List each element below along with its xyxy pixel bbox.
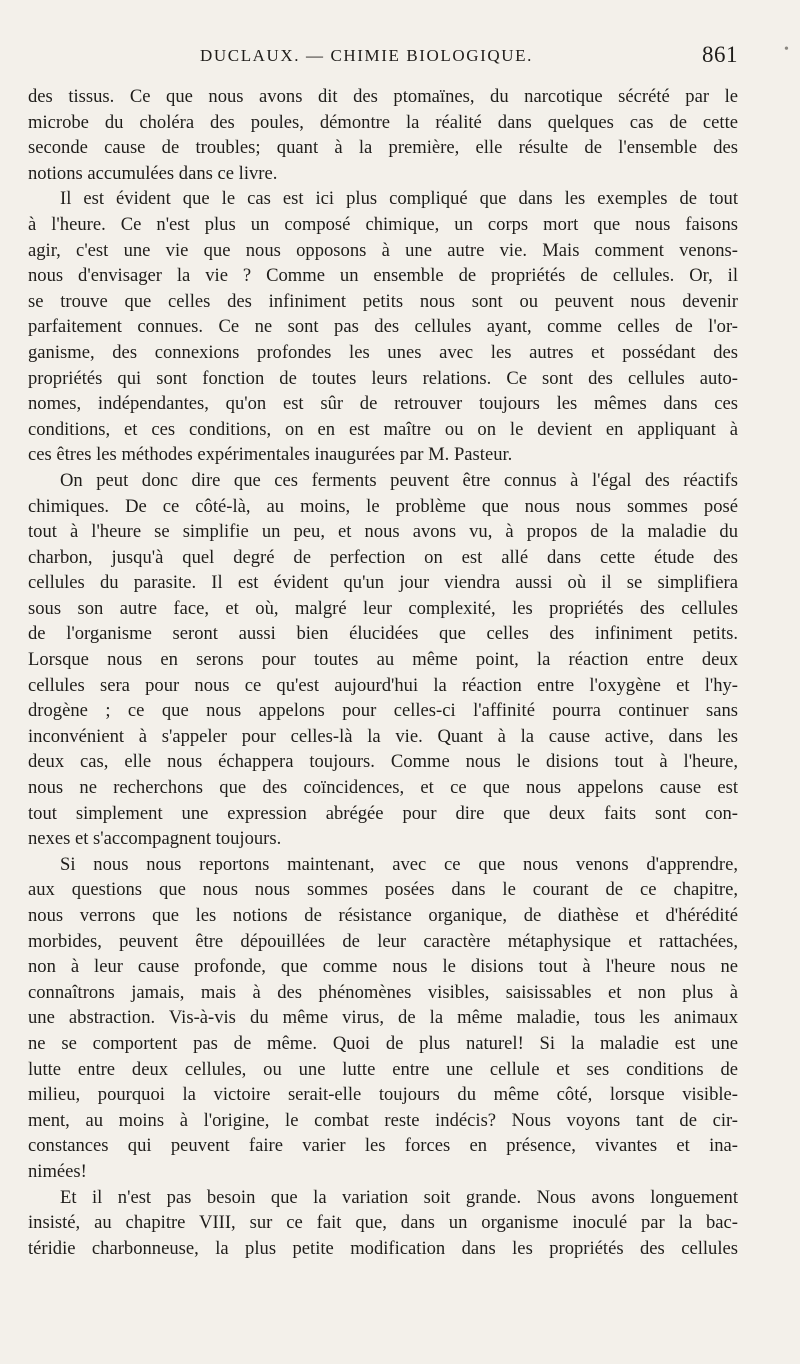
text-line: non à leur cause profonde, que comme nous le disions tout à l'heure nous ne	[28, 956, 738, 978]
text-line: lutte entre deux cellules, ou une lutte entre une cellule et ses conditions de	[28, 1058, 738, 1080]
text-line: Et il n'est pas besoin que la variation soit grande. Nous avons longuement	[60, 1186, 738, 1208]
text-line: nous d'envisager la vie ? Comme un ensemble de propriétés de cellules. Or, il	[28, 265, 738, 287]
text-line: Si nous nous reportons maintenant, avec ce que nous venons d'apprendre,	[60, 853, 738, 875]
text-line: téridie charbonneuse, la plus petite modification dans les propriétés des cellules	[28, 1237, 738, 1259]
text-line: ne se comportent pas de même. Quoi de plus naturel! Si la maladie est une	[28, 1032, 738, 1054]
text-line: milieu, pourquoi la victoire serait-elle toujours du même côté, lorsque visible-	[28, 1084, 738, 1106]
text-line: propriétés qui sont fonction de toutes leurs relations. Ce sont des cellules auto-	[28, 367, 738, 389]
text-line: chimiques. De ce côté-là, au moins, le problème que nous nous sommes posé	[28, 495, 738, 517]
text-line: tout à l'heure se simplifie un peu, et nous avons vu, à propos de la maladie du	[28, 521, 738, 543]
body-text	[28, 84, 738, 1261]
text-line: une abstraction. Vis-à-vis du même virus, de la même maladie, tous les animaux	[28, 1007, 738, 1029]
text-line: de l'organisme seront aussi bien élucidées que celles des infiniment petits.	[28, 623, 738, 645]
text-line: des tissus. Ce que nous avons dit des ptomaïnes, du narcotique sécrété par le	[28, 86, 738, 107]
text-line: aux questions que nous nous sommes posées dans le courant de ce chapitre,	[28, 879, 738, 901]
text-line: deux cas, elle nous échappera toujours. Comme nous le disions tout à l'heure,	[28, 751, 738, 773]
margin-mark: •	[784, 42, 789, 57]
text-line: ganisme, des connexions profondes les unes avec les autres et possédant des	[28, 341, 738, 363]
text-line: tout simplement une expression abrégée pour dire que deux faits sont con-	[28, 802, 738, 824]
text-line: microbe du choléra des poules, démontre la réalité dans quelques cas de cette	[28, 111, 738, 133]
text-line: nomes, indépendantes, qu'on est sûr de retrouver toujours les mêmes dans ces	[28, 393, 738, 415]
text-line: se trouve que celles des infiniment petits nous sont ou peuvent nous devenir	[28, 290, 738, 312]
page-number: 861	[702, 42, 738, 67]
text-line: On peut donc dire que ces ferments peuvent être connus à l'égal des réactifs	[60, 469, 738, 491]
text-line: parfaitement connues. Ce ne sont pas des cellules ayant, comme celles de l'or-	[28, 316, 738, 338]
text-line: nous ne recherchons que des coïncidences, et ce que nous appelons cause est	[28, 777, 738, 799]
text-line: nimées!	[28, 1160, 87, 1182]
text-line: nexes et s'accompagnent toujours.	[28, 828, 282, 850]
text-line: à l'heure. Ce n'est plus un composé chimique, un corps mort que nous faisons	[28, 213, 738, 235]
text-line: drogène ; ce que nous appelons pour celles-ci l'affinité pourra continuer sans	[28, 700, 738, 722]
running-title: DUCLAUX. — CHIMIE BIOLOGIQUE.	[200, 46, 534, 65]
text-line: ces êtres les méthodes expérimentales inaugurées par M. Pasteur.	[28, 444, 513, 466]
text-line: ment, au moins à l'origine, le combat reste indécis? Nous voyons tant de cir-	[28, 1109, 738, 1131]
text-line: cellules sera pour nous ce qu'est aujourd'hui la réaction entre l'oxygène et l'hy-	[28, 674, 738, 696]
text-line: morbides, peuvent être dépouillées de leur caractère métaphysique et rattachées,	[28, 930, 738, 952]
text-line: agir, c'est une vie que nous opposons à une autre vie. Mais comment venons-	[28, 239, 738, 261]
text-line: Il est évident que le cas est ici plus compliqué que dans les exemples de tout	[60, 188, 738, 210]
text-line: charbon, jusqu'à quel degré de perfection on est allé dans cette étude des	[28, 546, 738, 568]
text-line: inconvénient à s'appeler pour celles-là la vie. Quant à la cause active, dans les	[28, 725, 738, 747]
text-line: cellules du parasite. Il est évident qu'un jour viendra aussi où il se simplifiera	[28, 572, 738, 594]
page-header	[28, 44, 738, 74]
text-line: nous verrons que les notions de résistance organique, de diathèse et d'hérédité	[28, 905, 738, 926]
text-line: constances qui peuvent faire varier les forces en présence, vivantes et ina-	[28, 1135, 738, 1157]
text-line: Lorsque nous en serons pour toutes au même point, la réaction entre deux	[28, 649, 738, 671]
text-line: insisté, au chapitre VIII, sur ce fait que, dans un organisme inoculé par la bac-	[28, 1212, 738, 1234]
text-line: sous son autre face, et où, malgré leur complexité, les propriétés des cellules	[28, 597, 738, 619]
text-line: notions accumulées dans ce livre.	[28, 162, 278, 184]
text-line: seconde cause de troubles; quant à la première, elle résulte de l'ensemble des	[28, 137, 738, 159]
text-line: conditions, et ces conditions, on en est maître ou on le devient en appliquant à	[28, 418, 738, 440]
text-line: connaîtrons jamais, mais à des phénomènes visibles, saisissables et non plus à	[28, 981, 738, 1003]
